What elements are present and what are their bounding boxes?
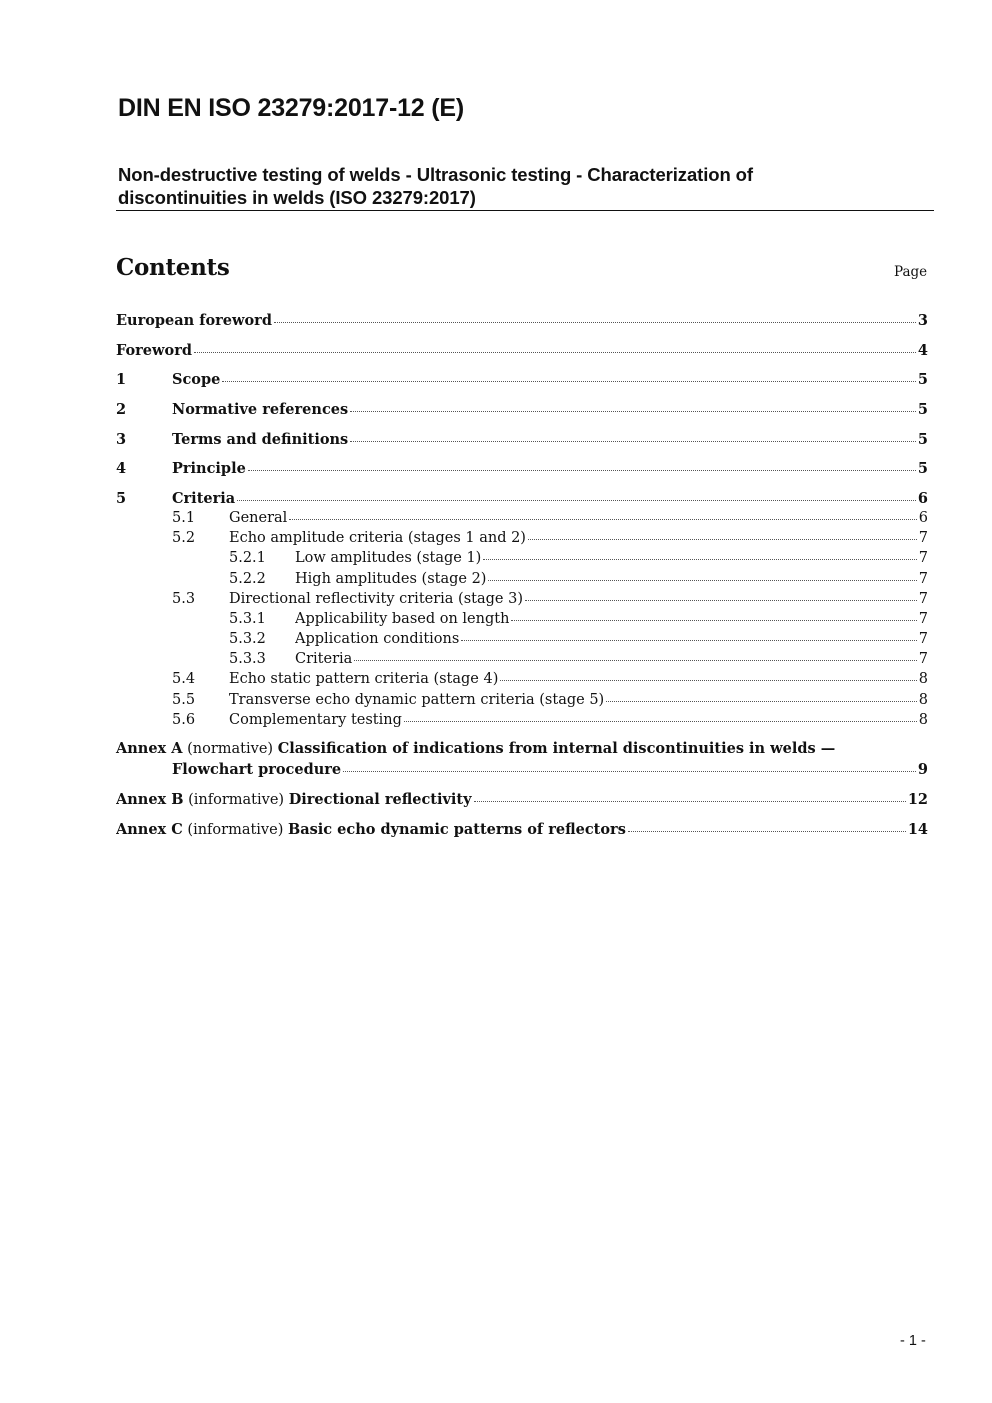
annex-title: Directional reflectivity xyxy=(288,791,472,808)
toc-leader xyxy=(237,500,916,501)
toc-page: 7 xyxy=(918,550,928,566)
toc-leader xyxy=(511,620,916,621)
toc-number: 5.3.2 xyxy=(229,631,266,647)
toc-page: 7 xyxy=(918,631,928,647)
toc-leader xyxy=(274,322,916,323)
toc-number: 5.3 xyxy=(172,591,196,607)
toc-leader xyxy=(222,381,916,382)
toc-number: 1 xyxy=(116,371,127,388)
toc-number: 5.3.3 xyxy=(229,651,266,667)
toc-entry-5-6[interactable] xyxy=(172,712,928,732)
toc-title: Complementary testing xyxy=(229,712,402,728)
toc-title: Transverse echo dynamic pattern criteria (stage 5) xyxy=(229,692,605,708)
toc-entry-5-4[interactable] xyxy=(172,671,928,691)
toc-number: 5.1 xyxy=(172,510,196,526)
toc-entry-5-3-3[interactable] xyxy=(229,651,928,671)
toc-title: Echo static pattern criteria (stage 4) xyxy=(229,671,499,687)
toc-leader xyxy=(474,801,906,802)
toc-number: 5.2.1 xyxy=(229,550,266,566)
toc-page: 7 xyxy=(918,591,928,607)
toc-entry-5-5[interactable] xyxy=(172,692,928,712)
toc-leader xyxy=(354,660,916,661)
toc-title: Applicability based on length xyxy=(295,611,510,627)
toc-title: Directional reflectivity criteria (stage 3) xyxy=(229,591,523,607)
toc-page: 5 xyxy=(917,431,928,448)
toc-leader xyxy=(483,559,916,560)
toc-page: 8 xyxy=(918,712,928,728)
toc-title: Application conditions xyxy=(295,631,460,647)
toc-leader xyxy=(404,721,917,722)
page-column-label: Page xyxy=(894,264,928,280)
toc-page: 6 xyxy=(917,490,928,507)
toc-page: 6 xyxy=(918,510,928,526)
toc-entry-5-3-1[interactable] xyxy=(229,611,928,631)
toc-page: 9 xyxy=(917,761,928,778)
toc-leader xyxy=(488,580,916,581)
toc-number: 5.4 xyxy=(172,671,196,687)
toc-entry-5-2[interactable] xyxy=(172,530,928,550)
toc-page: 7 xyxy=(918,571,928,587)
annex-type: (normative) xyxy=(187,741,274,757)
toc-page: 4 xyxy=(917,342,928,359)
annex-label: Annex A xyxy=(116,740,183,757)
toc-leader xyxy=(528,539,917,540)
toc-entry-european-foreword[interactable] xyxy=(116,312,928,332)
toc-page: 5 xyxy=(917,401,928,418)
toc-entry-principle[interactable] xyxy=(116,460,928,480)
toc-entry-5-3-2[interactable] xyxy=(229,631,928,651)
toc-entry-5-2-2[interactable] xyxy=(229,571,928,591)
toc-leader xyxy=(525,600,917,601)
annex-type: (informative) xyxy=(187,822,284,838)
annex-label: Annex B xyxy=(116,791,184,808)
toc-title: Criteria xyxy=(172,490,236,507)
toc-title: Criteria xyxy=(295,651,353,667)
toc-number: 5 xyxy=(116,490,127,507)
toc-entry-annex-a-cont[interactable] xyxy=(172,761,928,781)
toc-page: 5 xyxy=(917,460,928,477)
toc-leader xyxy=(289,519,916,520)
toc-title: Principle xyxy=(172,460,246,477)
toc-entry-scope[interactable] xyxy=(116,371,928,391)
toc-entry-annex-b[interactable] xyxy=(116,791,928,811)
document-id: DIN EN ISO 23279:2017-12 (E) xyxy=(118,94,464,122)
toc-title: Low amplitudes (stage 1) xyxy=(295,550,482,566)
toc-title: High amplitudes (stage 2) xyxy=(295,571,487,587)
toc-number: 5.3.1 xyxy=(229,611,266,627)
toc-number: 5.5 xyxy=(172,692,196,708)
toc-entry-normative-references[interactable] xyxy=(116,401,928,421)
toc-entry-criteria[interactable] xyxy=(116,490,928,510)
toc-page: 14 xyxy=(907,821,928,838)
toc-title: Normative references xyxy=(172,401,349,418)
annex-title: Basic echo dynamic patterns of reflectors xyxy=(287,821,626,838)
toc-page: 5 xyxy=(917,371,928,388)
toc-page: 3 xyxy=(917,312,928,329)
toc-entry-5-3[interactable] xyxy=(172,591,928,611)
annex-title-continued: Flowchart procedure xyxy=(172,761,342,778)
toc-title: Terms and definitions xyxy=(172,431,349,448)
toc-title: Foreword xyxy=(116,342,192,359)
toc-leader xyxy=(606,701,917,702)
toc-number: 5.2 xyxy=(172,530,196,546)
toc-number: 4 xyxy=(116,460,127,477)
toc-page: 7 xyxy=(918,530,928,546)
toc-title: European foreword xyxy=(116,312,272,329)
page-number: - 1 - xyxy=(900,1333,926,1349)
toc-number: 3 xyxy=(116,431,127,448)
toc-leader xyxy=(350,441,916,442)
annex-title: Classification of indications from internal discontinuities in welds — xyxy=(277,740,836,757)
toc-number: 5.6 xyxy=(172,712,196,728)
toc-leader xyxy=(194,352,916,353)
toc-page: 7 xyxy=(918,611,928,627)
title-divider xyxy=(116,210,934,211)
toc-entry-terms-definitions[interactable] xyxy=(116,431,928,451)
toc-entry-5-1[interactable] xyxy=(172,510,928,530)
toc-leader xyxy=(248,470,916,471)
annex-type: (informative) xyxy=(188,792,285,808)
toc-number: 5.2.2 xyxy=(229,571,266,587)
toc-entry-annex-c[interactable] xyxy=(116,821,928,841)
toc-entry-foreword[interactable] xyxy=(116,342,928,362)
toc-number: 2 xyxy=(116,401,127,418)
toc-leader xyxy=(350,411,916,412)
document-subtitle: Non-destructive testing of welds - Ultrasonic testing - Characterization of discontinuities in welds (ISO 23279:2017) xyxy=(118,164,753,208)
toc-page: 12 xyxy=(907,791,928,808)
toc-leader xyxy=(343,771,916,772)
toc-entry-annex-a[interactable] xyxy=(116,740,835,757)
toc-title: General xyxy=(229,510,288,526)
toc-page: 8 xyxy=(918,671,928,687)
toc-leader xyxy=(461,640,916,641)
toc-leader xyxy=(500,680,916,681)
contents-heading: Contents xyxy=(116,254,230,281)
toc-page: 7 xyxy=(918,651,928,667)
annex-label: Annex C xyxy=(116,821,183,838)
toc-title: Scope xyxy=(172,371,221,388)
toc-page: 8 xyxy=(918,692,928,708)
toc-title: Echo amplitude criteria (stages 1 and 2) xyxy=(229,530,526,546)
toc-entry-5-2-1[interactable] xyxy=(229,550,928,570)
toc-leader xyxy=(628,831,906,832)
